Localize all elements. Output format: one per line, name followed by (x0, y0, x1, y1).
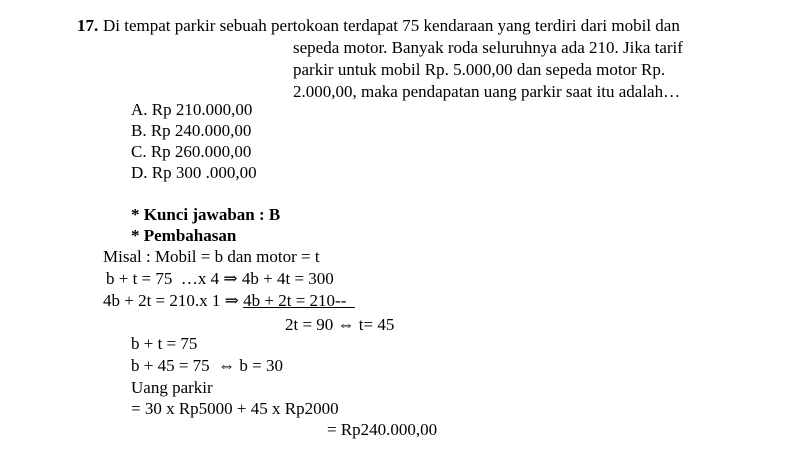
solution-misal: Misal : Mobil = b dan motor = t (103, 247, 320, 266)
question-number: 17. (77, 16, 99, 35)
question-text-line-4: 2.000,00, maka pendapatan uang parkir saat itu adalah… (293, 82, 681, 101)
question-text-line-1: Di tempat parkir sebuah pertokoan terdapat 75 kendaraan yang terdiri dari mobil dan (103, 16, 680, 35)
question-text-line-2: sepeda motor. Banyak roda seluruhnya ada 210. Jika tarif (293, 38, 683, 57)
solution-uang-parkir: Uang parkir (131, 378, 213, 397)
solution-calc: = 30 x Rp5000 + 45 x Rp2000 (131, 399, 339, 418)
option-c: C. Rp 260.000,00 (131, 142, 252, 161)
answer-key: * Kunci jawaban : B (131, 205, 281, 224)
option-a: A. Rp 210.000,00 (131, 100, 253, 119)
option-d: D. Rp 300 .000,00 (131, 163, 257, 182)
solution-eq1: b + t = 75 …x 4 ⇒ 4b + 4t = 300 (106, 269, 334, 288)
solution-eq2 (103, 290, 355, 311)
solution-eq2-right: 4b + 2t = 210-- (243, 291, 355, 310)
solution-eq3: 2t = 90 ⇔ t= 45 (285, 315, 395, 334)
solution-eq2-left: 4b + 2t = 210.x 1 ⇒ (103, 291, 244, 310)
solution-eq5: b + 45 = 75 ⇔ b = 30 (131, 356, 284, 375)
solution-result: = Rp240.000,00 (327, 420, 438, 439)
discussion-heading: * Pembahasan (131, 226, 237, 245)
question-text-line-3: parkir untuk mobil Rp. 5.000,00 dan sepeda motor Rp. (293, 60, 666, 79)
option-b: B. Rp 240.000,00 (131, 121, 252, 140)
solution-eq4: b + t = 75 (131, 334, 198, 353)
